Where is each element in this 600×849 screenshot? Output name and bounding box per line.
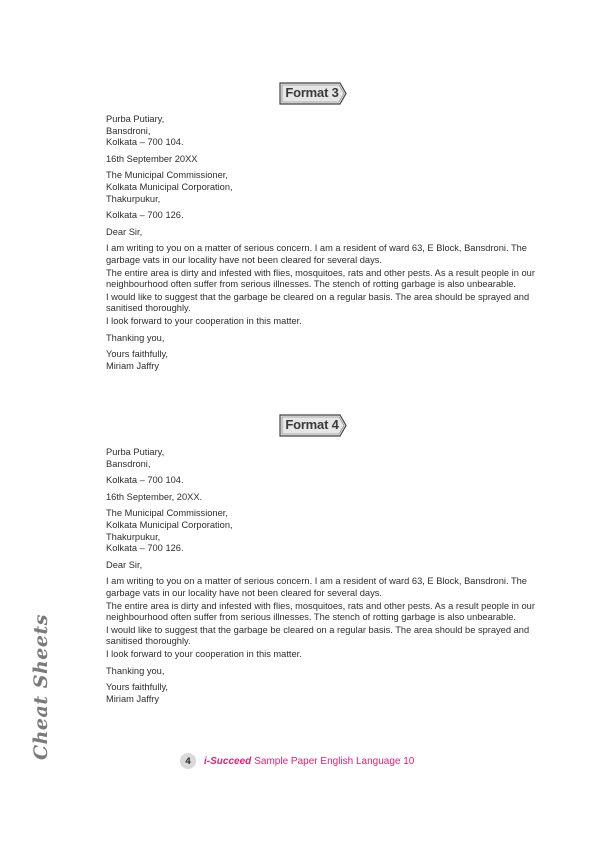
recipient-line: Thakurpukur, (106, 193, 161, 204)
format-3-letter (106, 114, 538, 372)
format-3-label: Format 3 (285, 85, 339, 100)
recipient-line: Kolkata Municipal Corporation, (106, 519, 233, 530)
body-paragraph: I would like to suggest that the garbage be cleared on a regular basis. The area should be sprayed and sanitised thoroughly. (106, 291, 530, 314)
cheat-sheets-side-label: Cheat Sheets (30, 614, 52, 760)
recipient-line: Thakurpukur, (106, 531, 161, 542)
footer-title: Sample Paper English Language 10 (254, 755, 415, 767)
letter-date: 16th September, 20XX. (106, 491, 203, 502)
recipient-line: The Municipal Commissioner, (106, 170, 228, 181)
body-paragraph: I am writing to you on a matter of serious concern. I am a resident of ward 63, E Block, Bansdroni. The garbage vats in our locality have not been cleared for several days. (106, 243, 527, 265)
recipient-line: The Municipal Commissioner, (106, 508, 228, 519)
format-4-banner (278, 413, 348, 438)
closing-line: Yours faithfully, (106, 682, 169, 693)
recipient-city: Kolkata – 700 126. (106, 210, 184, 221)
page-footer (180, 753, 414, 769)
thanks-line: Thanking you, (106, 665, 165, 676)
letter-date: 16th September 20XX (106, 153, 198, 164)
brand-name: i-Succeed (204, 755, 252, 767)
signature: Miriam Jaffry (106, 360, 160, 371)
salutation: Dear Sir, (106, 226, 143, 237)
sender-line: Purba Putiary, (106, 447, 165, 457)
body-paragraph: I look forward to your cooperation in this matter. (106, 648, 302, 659)
sender-city: Kolkata – 700 104. (106, 475, 184, 486)
page-number: 4 (180, 753, 196, 769)
sender-line: Kolkata – 700 104. (106, 137, 184, 148)
sender-line: Bansdroni, (106, 458, 151, 469)
body-paragraph: I am writing to you on a matter of serious concern. I am a resident of ward 63, E Block, Bansdroni. The garbage vats in our locality have not been cleared for several days. (106, 576, 527, 598)
closing-line: Yours faithfully, (106, 349, 169, 360)
salutation: Dear Sir, (106, 559, 143, 570)
sender-line: Purba Putiary, (106, 114, 165, 124)
format-4-letter (106, 447, 538, 705)
format-3-banner (278, 81, 348, 106)
sender-line: Bansdroni, (106, 125, 151, 136)
thanks-line: Thanking you, (106, 332, 165, 343)
recipient-line: Kolkata Municipal Corporation, (106, 181, 233, 192)
body-paragraph: The entire area is dirty and infested with flies, mosquitoes, rats and other pests. As a result people in our neighbourhood often suffer from serious illnesses. The stench of rotting garbage is also unbearable. (106, 267, 535, 290)
body-paragraph: The entire area is dirty and infested with flies, mosquitoes, rats and other pests. As a result people in our neighbourhood often suffer from serious illnesses. The stench of rotting garbage is also unbearable. (106, 600, 535, 623)
recipient-line: Kolkata – 700 126. (106, 543, 184, 554)
signature: Miriam Jaffry (106, 693, 160, 704)
body-paragraph: I would like to suggest that the garbage be cleared on a regular basis. The area should be sprayed and sanitised thoroughly. (106, 624, 530, 647)
body-paragraph: I look forward to your cooperation in this matter. (106, 315, 302, 326)
format-4-label: Format 4 (285, 417, 339, 432)
